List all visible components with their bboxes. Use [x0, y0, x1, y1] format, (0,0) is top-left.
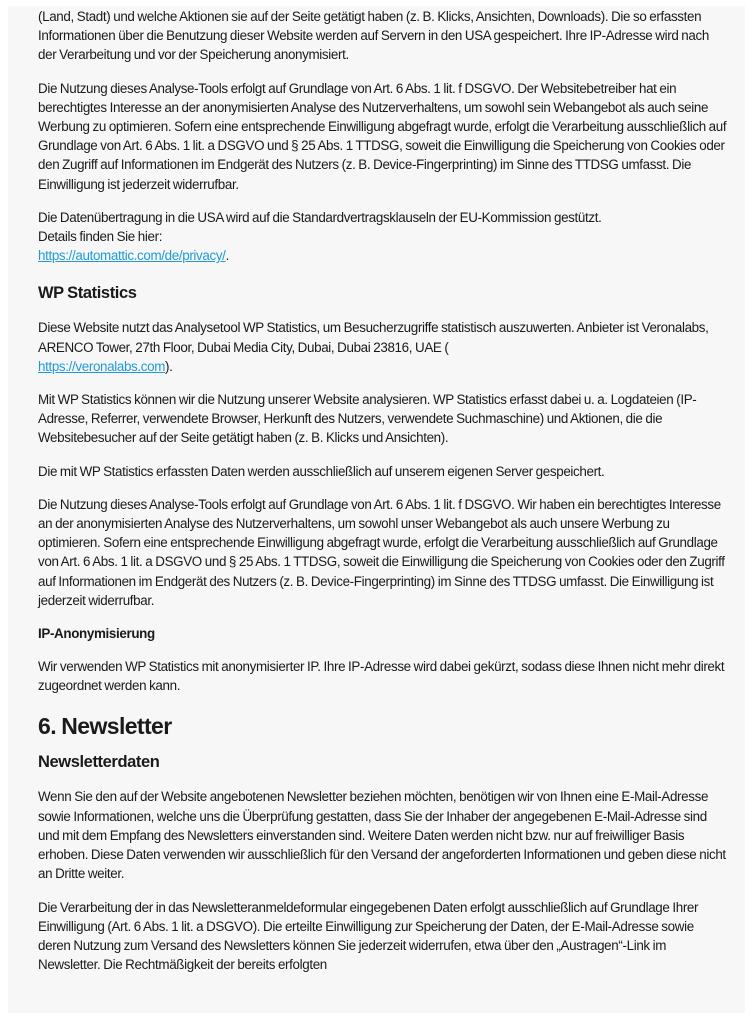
ip-anonymization-heading: IP-Anonymisierung — [38, 626, 155, 642]
details-text: Details finden Sie hier: — [38, 229, 163, 245]
newsletter-consent-paragraph: Die Verarbeitung der in das Newsletteranmeldeformular eingegebenen Daten erfolgt ausschließlich auf Grundlage Ihrer Einwilligung (Art. 6 Abs. 1 lit. a DSGVO). Die erteilte Einwilligung zur Speicherung der Daten, der E-Mail-Adresse sowie deren Nutzung zum Versand des Newsletters können Sie jederzeit widerrufen, etwa über den „Austragen“-Link im Newsletter. Die Rechtmäßigkeit der bereits erfolgten — [38, 899, 699, 973]
veronalabs-link[interactable]: https://veronalabs.com — [38, 358, 166, 374]
analytics-legal-basis-paragraph: Die Nutzung dieses Analyse-Tools erfolgt auf Grundlage von Art. 6 Abs. 1 lit. f DSGVO. Der Websitebetreiber hat ein berechtigtes Interesse an der anonymisierten Analyse des Nutzerverhaltens, um sowohl sein Webangebot als auch seine Werbung zu optimieren. Sofern eine entsprechende Einwilligung abgefragt wurde, erfolgt die Verarbeitung ausschließlich auf Grundlage von Art. 6 Abs. 1 lit. a DSGVO und § 25 Abs. 1 TTDSG, soweit die Einwilligung die Speicherung von Cookies oder den Zugriff auf Informationen im Endgerät des Nutzers (z. B. Device-Fingerprinting) im Sinne des TTDSG umfasst. Die Einwilligung ist jederzeit widerrufbar. — [38, 80, 727, 192]
ip-anonymization-paragraph: Wir verwenden WP Statistics mit anonymisierter IP. Ihre IP-Adresse wird dabei gekürzt, sodass diese Ihnen nicht mehr direkt zugeordnet werden kann. — [38, 659, 725, 694]
analytics-data-storage-paragraph: (Land, Stadt) und welche Aktionen sie auf der Seite getätigt haben (z. B. Klicks, Ansichten, Downloads). Die so erfassten Informationen über die Benutzung dieser Website werden auf Servern in den USA gespeichert. Ihre IP-Adresse wird nach der Verarbeitung und vor der Speicherung anonymisiert. — [38, 9, 709, 63]
data-transfer-text: Die Datenübertragung in die USA wird auf die Standardvertragsklauseln der EU-Kommission gestützt. — [38, 209, 602, 225]
newsletter-data-paragraph: Wenn Sie den auf der Website angebotenen Newsletter beziehen möchten, benötigen wir von Ihnen eine E-Mail-Adresse sowie Informationen, welche uns die Überprüfung gestatten, dass Sie der Inhaber der angegebenen E-Mail-Adresse sind und mit dem Empfang des Newsletters einverstanden sind. Weitere Daten werden nicht bzw. nur auf freiwilliger Basis erhoben. Diese Daten verwenden wir ausschließlich für den Versand der angeforderten Informationen und geben diese nicht an Dritte weiter. — [38, 789, 726, 882]
wp-statistics-provider-paragraph — [38, 318, 728, 376]
wp-statistics-provider-text: Diese Website nutzt das Analysetool WP Statistics, um Besucherzugriffe statistisch auszuwerten. Anbieter ist Veronalabs, ARENCO Tower, 27th Floor, Dubai Media City, Dubai, Dubai 23816, UAE ( — [38, 320, 709, 355]
wp-statistics-usage-paragraph: Mit WP Statistics können wir die Nutzung unserer Website analysieren. WP Statistics erfasst dabei u. a. Logdateien (IP-Adresse, Referrer, verwendete Browser, Herkunft des Nutzers, verwendete Suchmaschine) und Aktionen, die die Websitebesucher auf der Seite getätigt haben (z. B. Klicks und Ansichten). — [38, 392, 697, 446]
automattic-privacy-link[interactable]: https://automattic.com/de/privacy/ — [38, 248, 226, 264]
wp-statistics-heading: WP Statistics — [38, 284, 137, 303]
privacy-policy-content — [38, 7, 728, 988]
newsletter-data-heading: Newsletterdaten — [38, 753, 160, 772]
data-transfer-paragraph — [38, 208, 728, 266]
wp-statistics-storage-paragraph: Die mit WP Statistics erfassten Daten werden ausschließlich auf unserem eigenen Server gespeichert. — [38, 463, 605, 479]
wp-statistics-legal-basis-paragraph: Die Nutzung dieses Analyse-Tools erfolgt auf Grundlage von Art. 6 Abs. 1 lit. f DSGVO. Wir haben ein berechtigtes Interesse an der anonymisierten Analyse des Nutzerverhaltens, um sowohl unser Webangebot als auch unsere Werbung zu optimieren. Sofern eine entsprechende Einwilligung abgefragt wurde, erfolgt die Verarbeitung ausschließlich auf Grundlage von Art. 6 Abs. 1 lit. a DSGVO und § 25 Abs. 1 TTDSG, soweit die Einwilligung die Speicherung von Cookies oder den Zugriff auf Informationen im Endgerät des Nutzers (z. B. Device-Fingerprinting) im Sinne des TTDSG umfasst. Die Einwilligung ist jederzeit widerrufbar. — [38, 496, 725, 608]
closing-paren-text: ). — [165, 358, 173, 374]
content-panel — [8, 6, 745, 1013]
newsletter-section-heading: 6. Newsletter — [38, 713, 172, 740]
period-text: . — [225, 248, 229, 264]
